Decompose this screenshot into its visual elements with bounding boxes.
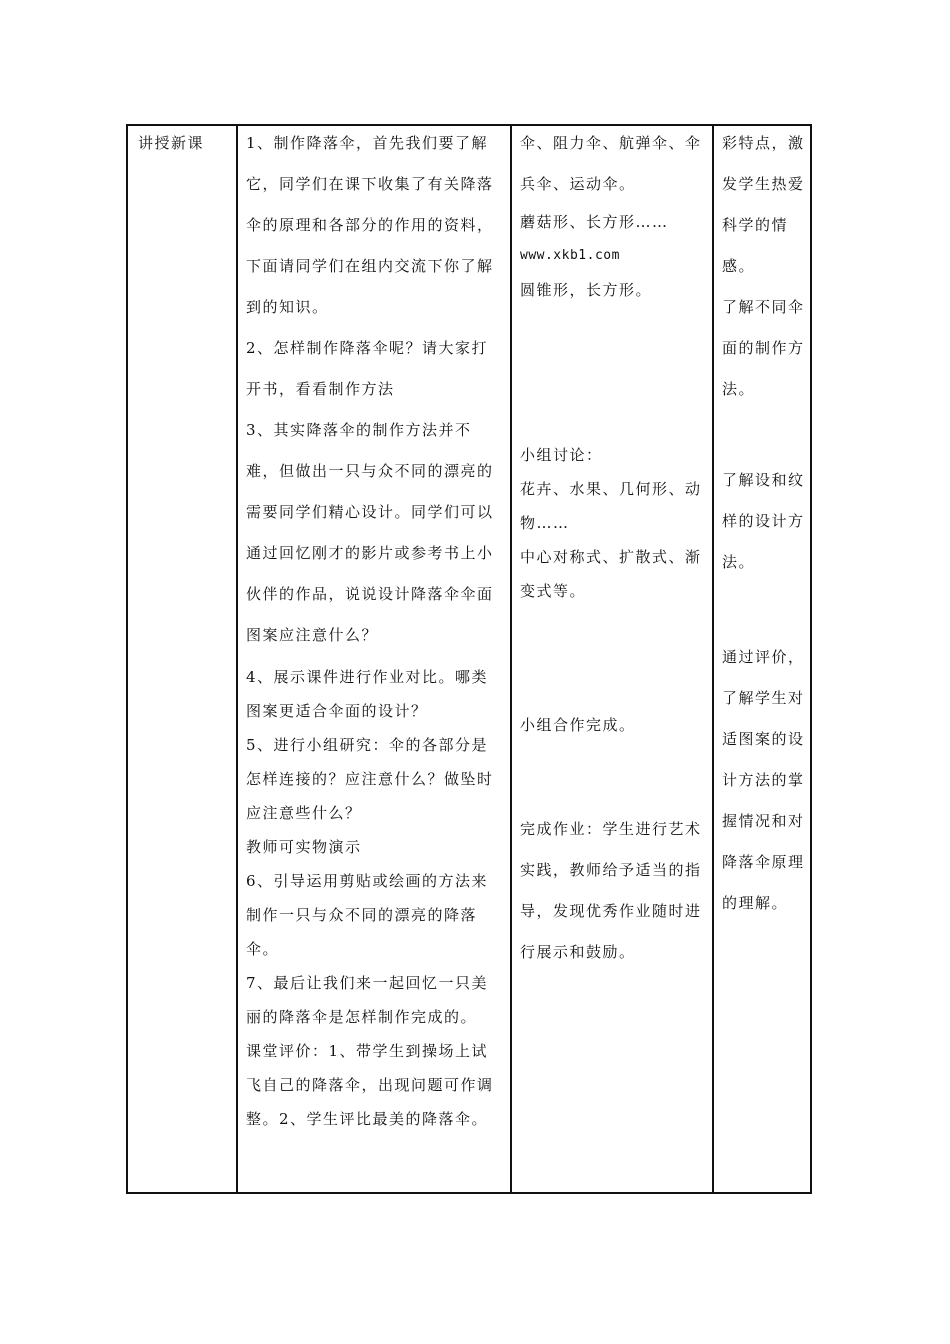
teacher-step-7: 7、最后让我们来一起回忆一只美丽的降落伞是怎样制作完成的。	[246, 974, 489, 1026]
parachute-shapes: 蘑菇形、长方形……	[520, 213, 669, 231]
pattern-themes: 花卉、水果、几何形、动物……	[520, 480, 702, 532]
purpose-column	[714, 126, 812, 1192]
homework-practice: 完成作业：学生进行艺术实践，教师给予适当的指导，发现优秀作业随时进行展示和鼓励。	[520, 820, 702, 961]
teacher-step-6: 6、引导运用剪贴或绘画的方法来制作一只与众不同的漂亮的降落伞。	[246, 872, 489, 958]
teacher-step-1: 1、制作降落伞，首先我们要了解它，同学们在课下收集了有关降落伞的原理和各部分的作用的资料，下面请同学们在组内交流下你了解到的知识。	[246, 134, 494, 316]
section-column	[128, 126, 236, 1192]
teacher-step-2: 2、怎样制作降落伞呢？请大家打开书，看看制作方法	[246, 339, 489, 398]
watermark-url: www.xkb1.com	[520, 248, 620, 263]
purpose-1: 彩特点，激发学生热爱科学的情感。	[722, 134, 805, 275]
group-discussion: 小组讨论：	[520, 446, 603, 464]
teacher-step-3: 3、其实降落伞的制作方法并不难，但做出一只与众不同的漂亮的需要同学们精心设计。同学们可以通过回忆刚才的影片或参考书上小伙伴的作品，说说设计降落伞伞面图案应注意什么？	[246, 421, 494, 644]
purpose-4: 通过评价，了解学生对适图案的设计方法的掌握情况和对降落伞原理的理解。	[722, 648, 805, 912]
canopy-shapes: 圆锥形，长方形。	[520, 281, 653, 299]
group-work: 小组合作完成。	[520, 716, 636, 734]
section-label: 讲授新课	[138, 134, 205, 152]
purpose-3: 了解设和纹样的设计方法。	[722, 471, 805, 571]
teacher-step-5: 5、进行小组研究：伞的各部分是怎样连接的？应注意什么？做坠时应注意些什么？	[246, 736, 494, 822]
pattern-layouts: 中心对称式、扩散式、渐变式等。	[520, 548, 702, 600]
teacher-activity-column	[238, 126, 510, 1192]
teacher-step-4: 4、展示课件进行作业对比。哪类图案更适合伞面的设计？	[246, 668, 489, 720]
classroom-evaluation: 课堂评价：1、带学生到操场上试飞自己的降落伞，出现问题可作调整。2、学生评比最美的降落伞。	[246, 1042, 494, 1128]
purpose-2: 了解不同伞面的制作方法。	[722, 298, 805, 398]
student-activity-column	[512, 126, 712, 1192]
lesson-plan-table	[126, 124, 812, 1194]
teacher-demo-note: 教师可实物演示	[246, 838, 362, 856]
parachute-types: 伞、阻力伞、航弹伞、伞兵伞、运动伞。	[520, 134, 702, 193]
